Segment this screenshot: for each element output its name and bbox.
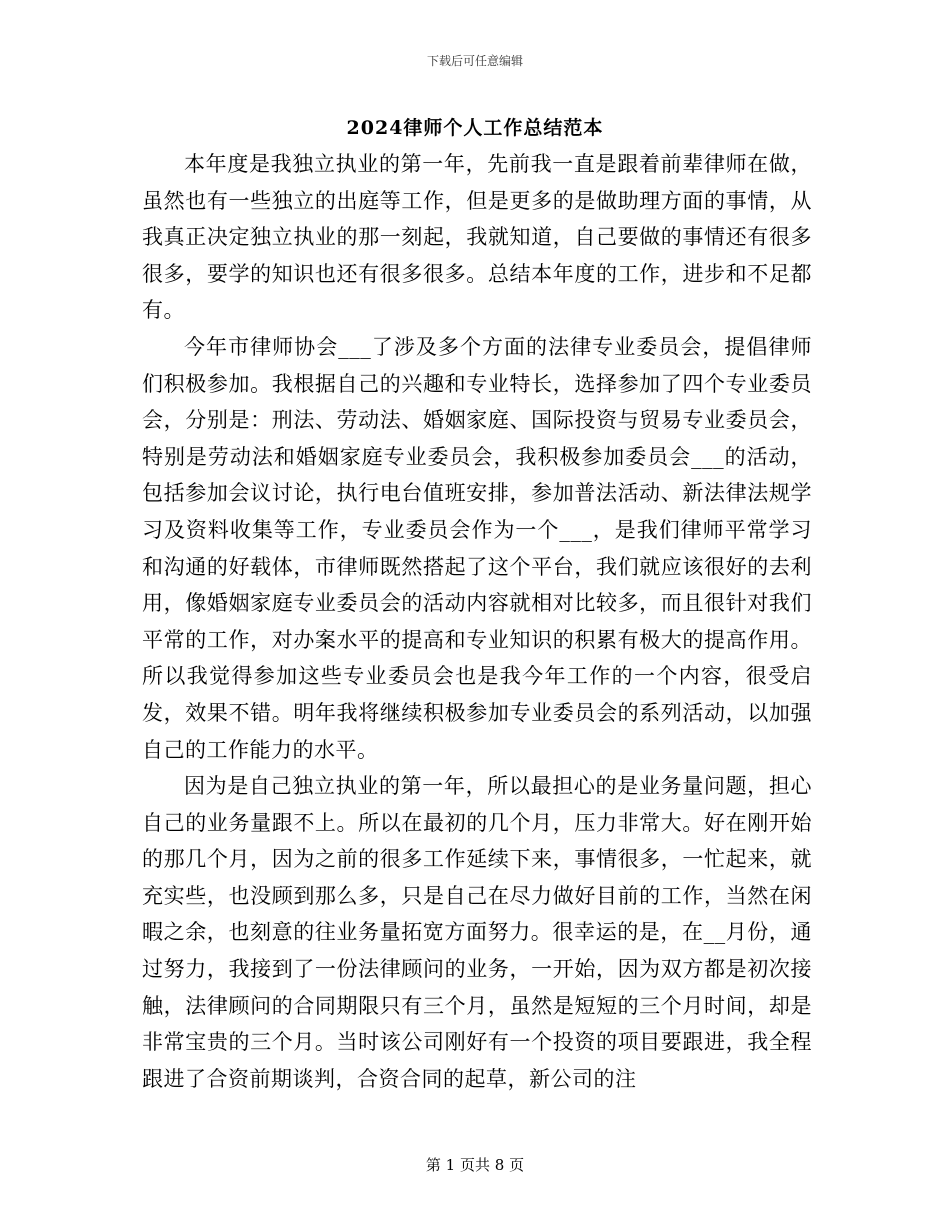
page-number: 第 1 页共 8 页: [425, 1156, 525, 1174]
paragraph-1: 本年度是我独立执业的第一年，先前我一直是跟着前辈律师在做，虽然也有一些独立的出庭等工作，但是更多的是做助理方面的事情，从我真正决定独立执业的那一刻起，我就知道，自己要做的事情还有很多很多，要学的知识也还有很多很多。总结本年度的工作，进步和不足都有。: [142, 152, 812, 323]
header-note: 下载后可任意编辑: [426, 54, 523, 68]
paragraph-3: 因为是自己独立执业的第一年，所以最担心的是业务量问题，担心自己的业务量跟不上。所以在最初的几个月，压力非常大。好在刚开始的那几个月，因为之前的很多工作延续下来，事情很多，一忙起来，就充实些，也没顾到那么多，只是自己在尽力做好目前的工作，当然在闲暇之余，也刻意的往业务量拓宽方面努力。很幸运的是，在__月份，通过努力，我接到了一份法律顾问的业务，一开始，因为双方都是初次接触，法律顾问的合同期限只有三个月，虽然是短短的三个月时间，却是非常宝贵的三个月。当时该公司刚好有一个投资的项目要跟进，我全程跟进了合资前期谈判，合资合同的起草，新公司的注: [142, 774, 812, 1091]
document-body: [142, 146, 812, 1097]
paragraph-2: 今年市律师协会___了涉及多个方面的法律专业委员会，提倡律师们积极参加。我根据自己的兴趣和专业特长，选择参加了四个专业委员会，分别是：刑法、劳动法、婚姻家庭、国际投资与贸易专业委员会，特别是劳动法和婚姻家庭专业委员会，我积极参加委员会___的活动，包括参加会议讨论，执行电台值班安排，参加普法活动、新法律法规学习及资料收集等工作，专业委员会作为一个___，是我们律师平常学习和沟通的好载体，市律师既然搭起了这个平台，我们就应该很好的去利用，像婚姻家庭专业委员会的活动内容就相对比较多，而且很针对我们平常的工作，对办案水平的提高和专业知识的积累有极大的提高作用。所以我觉得参加这些专业委员会也是我今年工作的一个内容，很受启发，效果不错。明年我将继续积极参加专业委员会的系列活动，以加强自己的工作能力的水平。: [142, 334, 812, 762]
document-title: 2024律师个人工作总结范本: [346, 117, 604, 139]
